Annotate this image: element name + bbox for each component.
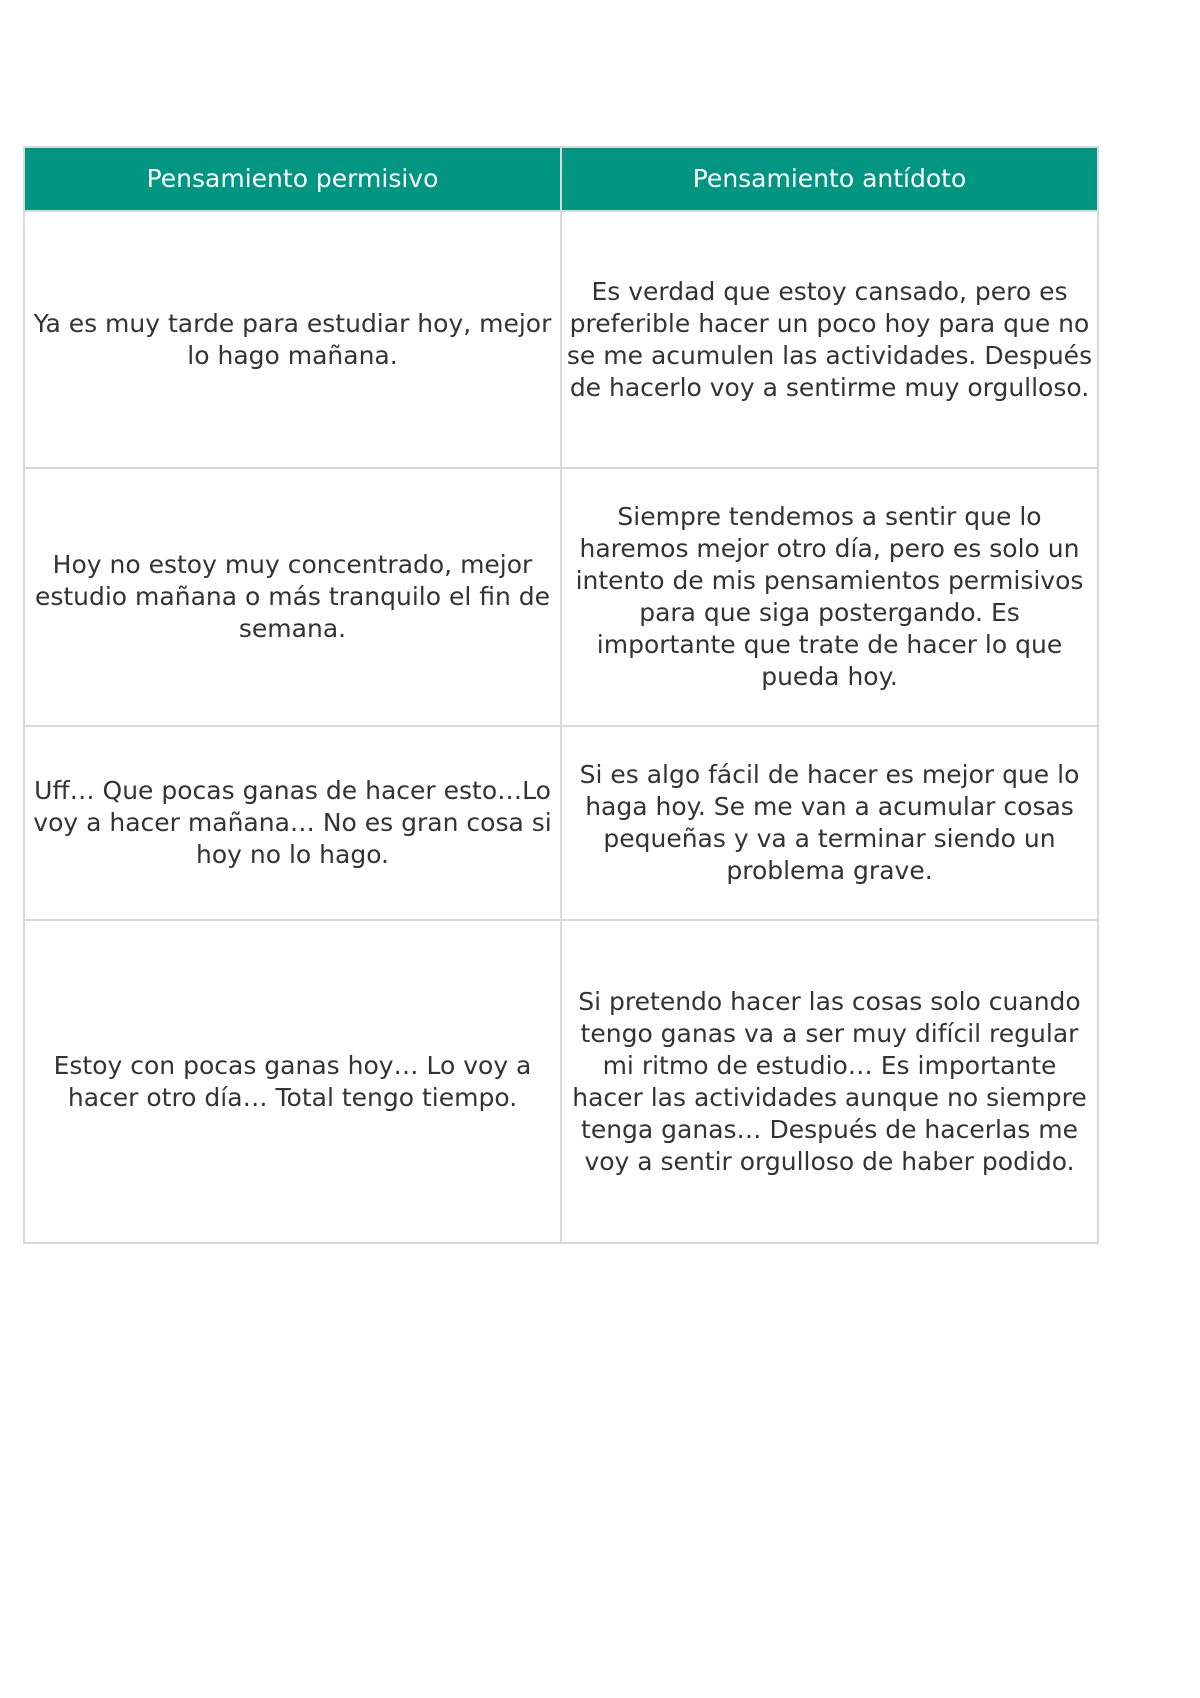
cell-antidoto: Es verdad que estoy cansado, pero es preferible hacer un poco hoy para que no se me acumulen las actividades. Después de hacerlo voy a sentirme muy orgulloso.	[561, 211, 1098, 468]
cell-permisivo: Estoy con pocas ganas hoy… Lo voy a hacer otro día… Total tengo tiempo.	[24, 920, 561, 1243]
table-row	[24, 726, 1098, 920]
table-row	[24, 211, 1098, 468]
table-row	[24, 920, 1098, 1243]
cell-antidoto: Si es algo fácil de hacer es mejor que lo haga hoy. Se me van a acumular cosas pequeñas y va a terminar siendo un problema grave.	[561, 726, 1098, 920]
table-row	[24, 468, 1098, 726]
cell-antidoto: Si pretendo hacer las cosas solo cuando tengo ganas va a ser muy difícil regular mi ritmo de estudio… Es importante hacer las actividades aunque no siempre tenga ganas… Después de hacerlas me voy a sentir orgulloso de haber podido.	[561, 920, 1098, 1243]
header-antidoto: Pensamiento antídoto	[561, 147, 1098, 211]
cell-permisivo: Hoy no estoy muy concentrado, mejor estudio mañana o más tranquilo el fin de semana.	[24, 468, 561, 726]
cell-permisivo: Ya es muy tarde para estudiar hoy, mejor lo hago mañana.	[24, 211, 561, 468]
thoughts-table	[23, 146, 1099, 1244]
table-header	[24, 147, 1098, 211]
header-row	[24, 147, 1098, 211]
table-body	[24, 211, 1098, 1243]
header-permisivo: Pensamiento permisivo	[24, 147, 561, 211]
cell-antidoto: Siempre tendemos a sentir que lo haremos mejor otro día, pero es solo un intento de mis pensamientos permisivos para que siga postergando. Es importante que trate de hacer lo que pueda hoy.	[561, 468, 1098, 726]
cell-permisivo: Uff… Que pocas ganas de hacer esto…Lo voy a hacer mañana… No es gran cosa si hoy no lo hago.	[24, 726, 561, 920]
